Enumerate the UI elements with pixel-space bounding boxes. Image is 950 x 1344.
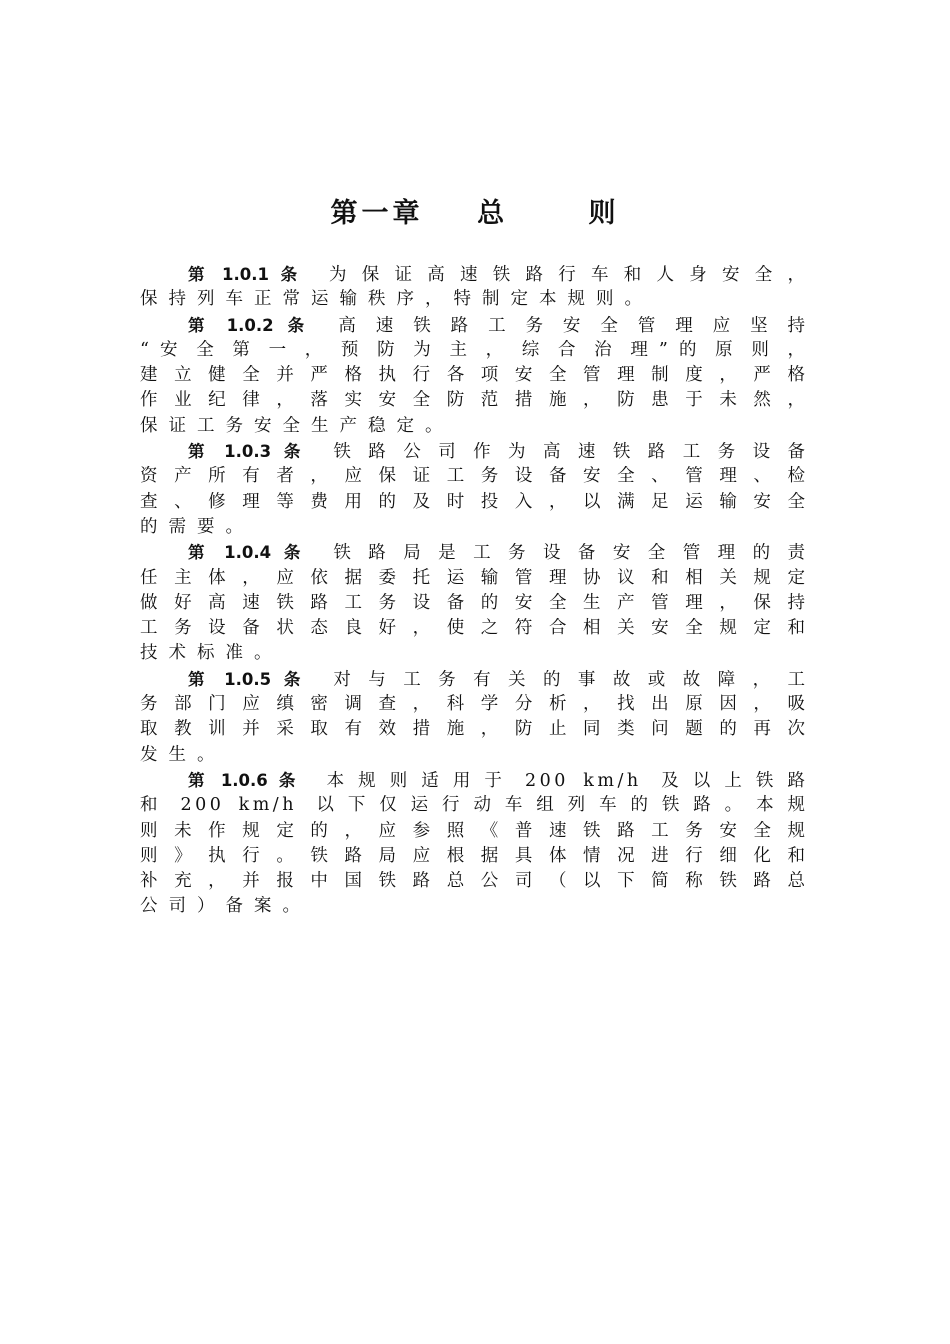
article-line	[140, 869, 805, 894]
article-text: 则 》 执 行 。 铁 路 局 应 根 据 具 体 情 况 进 行 细 化 和	[140, 845, 805, 866]
article-3	[140, 439, 805, 540]
article-line	[140, 616, 805, 641]
article-line	[140, 844, 805, 869]
article-text: 发生。	[140, 744, 226, 765]
article-line	[140, 515, 805, 540]
article-text: 作 业 纪 律 ， 落 实 安 全 防 范 措 施 ， 防 患 于 未 然 ，	[140, 390, 805, 411]
article-line	[140, 287, 805, 312]
article-text: 高 速 铁 路 工 务 安 全 管 理 应 坚 持	[338, 315, 806, 336]
article-text: 保持列车正常运输秩序，特制定本规则。	[140, 289, 653, 310]
article-1	[140, 262, 805, 313]
article-line	[140, 490, 805, 515]
article-text: 资 产 所 有 者 ， 应 保 证 工 务 设 备 安 全 、 管 理 、 检	[140, 466, 805, 487]
article-line	[140, 313, 805, 338]
article-text: 取 教 训 并 采 取 有 效 措 施 ， 防 止 同 类 问 题 的 再 次	[140, 719, 805, 740]
article-line	[140, 566, 805, 591]
article-text: 技术标准。	[140, 643, 283, 664]
article-text: 铁 路 公 司 作 为 高 速 铁 路 工 务 设 备	[333, 442, 806, 463]
chapter-title: 第一章 总 则	[330, 198, 620, 229]
article-line	[140, 768, 805, 793]
article-line	[140, 464, 805, 489]
article-text: 做 好 高 速 铁 路 工 务 设 备 的 安 全 生 产 管 理 ， 保 持	[140, 592, 805, 613]
article-text: 保证工务安全生产稳定。	[140, 415, 454, 436]
article-label: 第 1.0.6 条	[188, 770, 301, 790]
article-line	[140, 262, 805, 287]
article-line	[140, 439, 805, 464]
article-line	[140, 641, 805, 666]
article-label: 第 1.0.2 条	[188, 315, 313, 335]
article-text: 公司）备案。	[140, 896, 311, 917]
article-text: 对 与 工 务 有 关 的 事 故 或 故 障 ， 工	[333, 669, 806, 690]
article-line	[140, 591, 805, 616]
article-line	[140, 338, 805, 363]
article-label: 第 1.0.1 条	[188, 265, 303, 284]
article-line	[140, 894, 805, 919]
article-line	[140, 363, 805, 388]
article-line	[140, 414, 805, 439]
article-text: 务 部 门 应 缜 密 调 查 ， 科 学 分 析 ， 找 出 原 因 ， 吸	[140, 694, 805, 715]
article-line	[140, 743, 805, 768]
article-text: 则 未 作 规 定 的 ， 应 参 照 《 普 速 铁 路 工 务 安 全 规	[140, 820, 805, 841]
article-text: 铁 路 局 是 工 务 设 备 安 全 管 理 的 责	[333, 543, 806, 564]
article-line	[140, 540, 805, 565]
document-body	[140, 262, 805, 920]
article-line	[140, 793, 805, 818]
article-label: 第 1.0.3 条	[188, 442, 308, 462]
article-5	[140, 667, 805, 768]
article-text: “ 安 全 第 一 ， 预 防 为 主 ， 综 合 治 理 ” 的 原 则 ，	[140, 339, 805, 360]
article-4	[140, 540, 805, 666]
article-text: 补 充 ， 并 报 中 国 铁 路 总 公 司 （ 以 下 简 称 铁 路 总	[140, 871, 805, 892]
article-text: 本 规 则 适 用 于 2 0 0 k m / h 及 以 上 铁 路	[326, 770, 805, 791]
article-text: 为 保 证 高 速 铁 路 行 车 和 人 身 安 全 ，	[328, 265, 805, 285]
article-text: 的需要。	[140, 516, 254, 537]
article-text: 建 立 健 全 并 严 格 执 行 各 项 安 全 管 理 制 度 ， 严 格	[140, 365, 805, 386]
article-line	[140, 819, 805, 844]
article-6	[140, 768, 805, 920]
article-line	[140, 692, 805, 717]
article-text: 工 务 设 备 状 态 良 好 ， 使 之 符 合 相 关 安 全 规 定 和	[140, 618, 805, 639]
article-label: 第 1.0.4 条	[188, 543, 308, 563]
article-text: 和 2 0 0 k m / h 以 下 仅 运 行 动 车 组 列 车 的 铁 路 。 本 规	[140, 795, 805, 816]
article-line	[140, 717, 805, 742]
article-2	[140, 313, 805, 439]
article-line	[140, 667, 805, 692]
article-line	[140, 388, 805, 413]
article-label: 第 1.0.5 条	[188, 669, 308, 689]
article-text: 查 、 修 理 等 费 用 的 及 时 投 入 ， 以 满 足 运 输 安 全	[140, 491, 805, 512]
article-text: 任 主 体 ， 应 依 据 委 托 运 输 管 理 协 议 和 相 关 规 定	[140, 567, 805, 588]
